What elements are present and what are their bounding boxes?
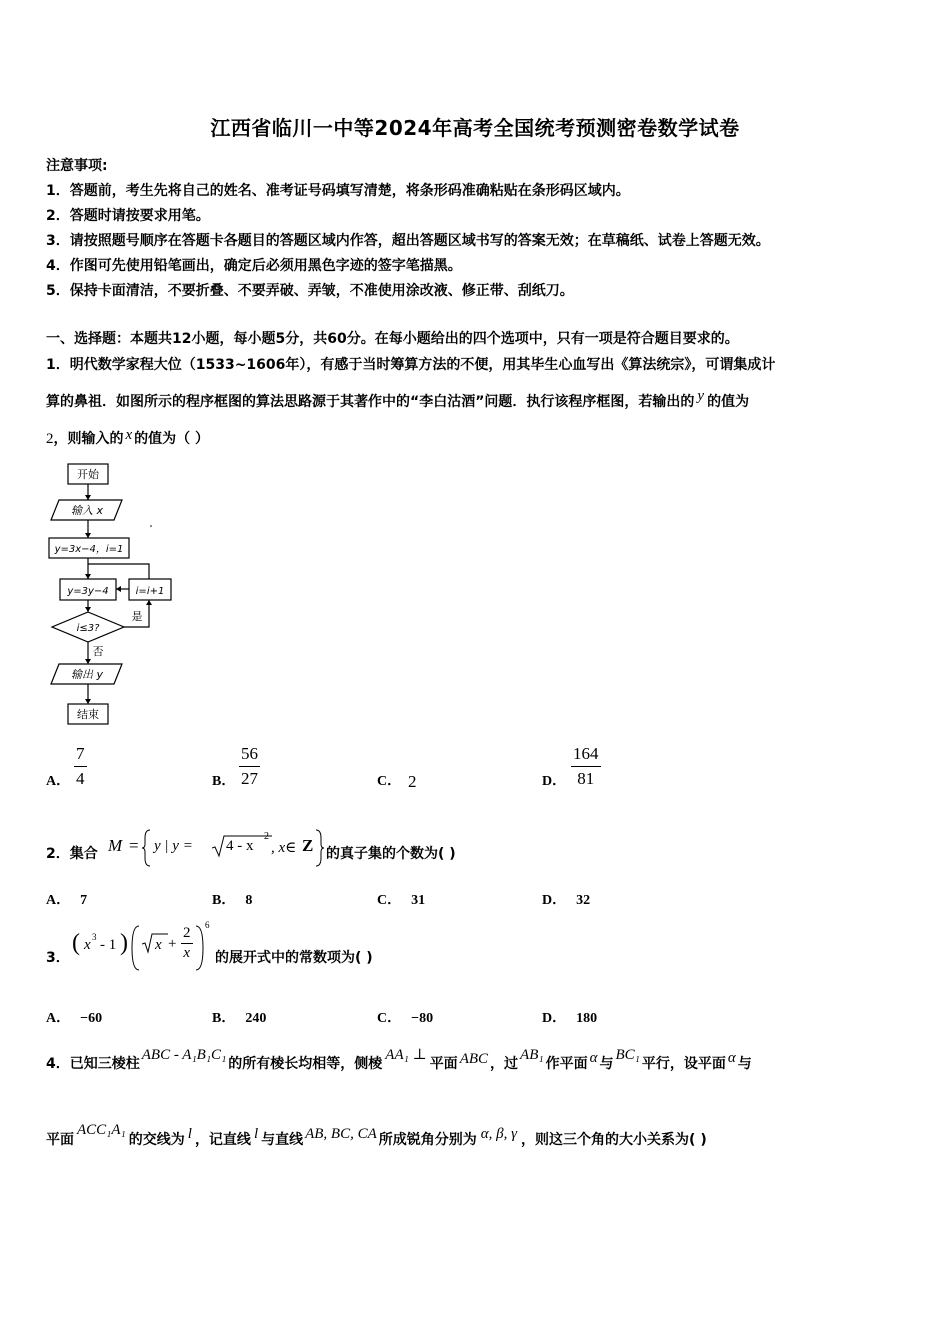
- page-title: 江西省临川一中等2024年高考全国统考预测密卷数学试卷: [210, 116, 740, 140]
- q4-line1: 4．已知三棱柱ABC - A₁B₁C₁的所有棱长均相等，侧棱AA₁ ⊥平面 ABC ，过AB₁作平面 α 与BC₁平行，设平面 α 与: [46, 1047, 752, 1072]
- flow-start-label: 开始: [77, 468, 99, 481]
- q2-option-a: A． 7: [46, 893, 88, 908]
- q3-suffix: 的展开式中的常数项为( ): [215, 950, 373, 966]
- q2-prefix: 2．集合: [46, 846, 98, 862]
- q1-option-d-label: D．: [542, 774, 567, 789]
- q1-option-c-label: C．: [377, 774, 402, 789]
- notice-item: 1．答题前，考生先将自己的姓名、准考证号码填写清楚，将条形码准确粘贴在条形码区域内。: [46, 183, 630, 199]
- q2-option-c: C． 31: [377, 893, 426, 908]
- q1-option-a-label: A．: [46, 774, 71, 789]
- flow-end-label: 结束: [77, 708, 99, 721]
- flow-no-label: 否: [92, 645, 104, 658]
- notice-item: 4．作图可先使用铅笔画出，确定后必须用黑色字迹的签字笔描黑。: [46, 258, 462, 274]
- flow-init-label: y=3x−4，i=1: [54, 544, 124, 555]
- q3-option-b: B． 240: [212, 1011, 267, 1026]
- notice-item: 5．保持卡面清洁，不要折叠、不要弄破、弄皱，不准使用涂改液、修正带、刮纸刀。: [46, 283, 574, 299]
- q3-prefix: 3．: [46, 950, 70, 966]
- q2-option-d: D． 32: [542, 893, 591, 908]
- flow-condition-label: i≤3?: [76, 623, 100, 634]
- q3-option-c: C． −80: [377, 1011, 434, 1026]
- flow-yes-label: 是: [131, 610, 143, 623]
- flow-update-y-label: y=3y−4: [67, 586, 109, 597]
- notice-item: 3．请按照题号顺序在答题卡各题目的答题区域内作答，超出答题区域书写的答案无效；在草稿纸、试卷上答题无效。: [46, 233, 770, 249]
- q1-line2: 算的鼻祖．如图所示的程序框图的算法思路源于其著作中的“李白沽酒”问题．执行该程序框图，若输出的 y 的值为: [46, 388, 750, 410]
- notice-item: 2．答题时请按要求用笔。: [46, 208, 210, 224]
- flow-output-label: 输出 y: [70, 668, 104, 681]
- q1-option-b-fraction: $\frac{56}{27}$: [241, 744, 258, 788]
- q2-suffix: 的真子集的个数为( ): [326, 846, 456, 862]
- q1-option-a-fraction: $\frac{7}{4}$: [76, 744, 85, 788]
- q1-option-d-fraction: $\frac{164}{81}$: [573, 744, 599, 788]
- q1-option-b-label: B．: [212, 774, 236, 789]
- notice-heading: 注意事项:: [46, 158, 108, 174]
- q3-expression: ( x 3 - 1 ) x + 2 x 6: [70, 920, 215, 976]
- flowchart: [40, 458, 190, 730]
- flow-update-i-label: i=i+1: [135, 586, 165, 597]
- section-heading: 一、选择题：本题共12小题，每小题5分，共60分。在每小题给出的四个选项中，只有一项是符合题目要求的。: [46, 331, 739, 347]
- flow-input-label: 输入 x: [70, 504, 104, 517]
- q1-line3: 2，则输入的 x 的值为（ ）: [46, 427, 210, 447]
- q3-option-a: A． −60: [46, 1011, 103, 1026]
- q1-line1: 1．明代数学家程大位（1533~1606年），有感于当时筹算方法的不便，用其毕生心血写出《算法统宗》，可谓集成计: [46, 357, 776, 373]
- q2-option-b: B． 8: [212, 893, 253, 908]
- q3-option-d: D． 180: [542, 1011, 598, 1026]
- q1-option-c-value: 2: [408, 772, 417, 791]
- q4-line2: 平面ACC₁A₁的交线为 l ，记直线 l 与直线 AB, BC, CA 所成锐角分别为 α, β, γ ，则这三个角的大小关系为( ): [46, 1122, 707, 1148]
